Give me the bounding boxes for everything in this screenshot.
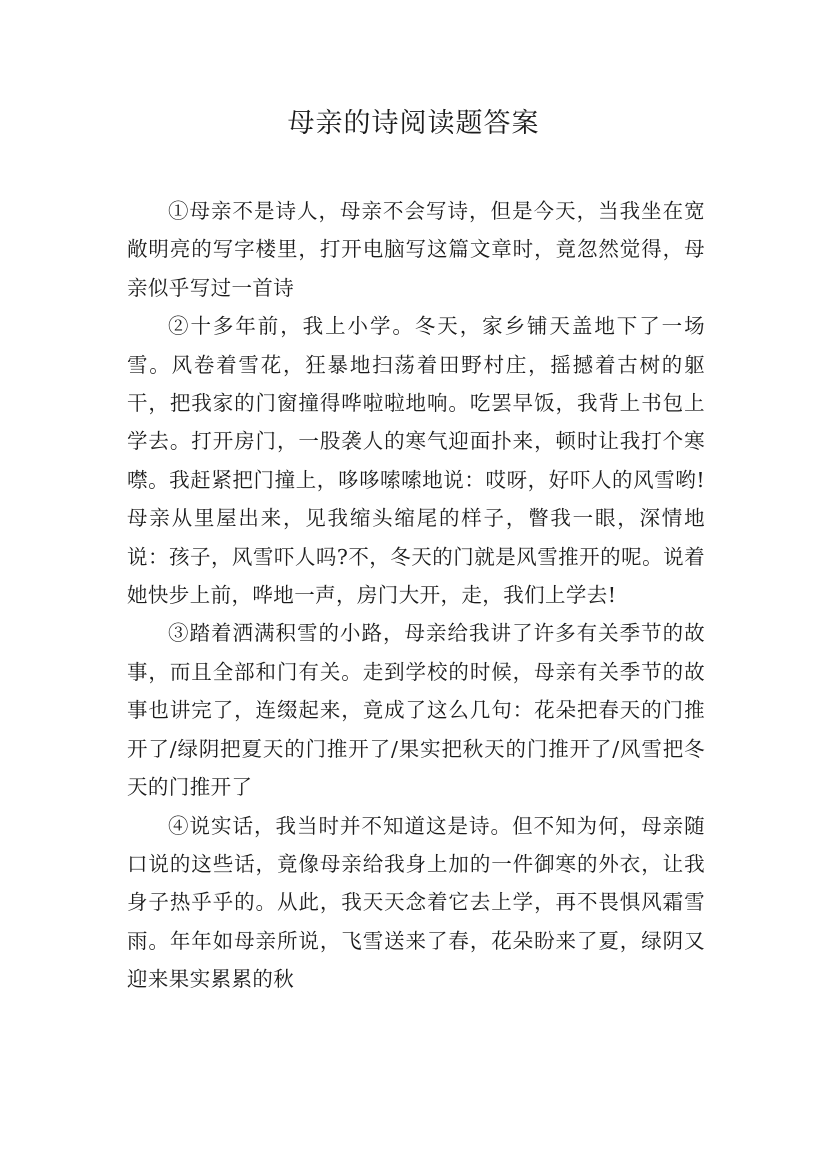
paragraph-1: ①母亲不是诗人，母亲不会写诗，但是今天，当我坐在宽敞明亮的写字楼里，打开电脑写这篇文章时，竟忽然觉得，母亲似乎写过一首诗 [127, 199, 705, 300]
paragraph-3: ③踏着洒满积雪的小路，母亲给我讲了许多有关季节的故事，而且全部和门有关。走到学校的时候，母亲有关季节的故事也讲完了，连缀起来，竟成了这么几句：花朵把春天的门推开了/绿阴把夏天的门推开了/果实把秋天的门推开了/风雪把冬天的门推开了 [127, 621, 705, 800]
paragraph-2: ②十多年前，我上小学。冬天，家乡铺天盖地下了一场雪。风卷着雪花，狂暴地扫荡着田野村庄，摇撼着古树的躯干，把我家的门窗撞得哗啦啦地响。吃罢早饭，我背上书包上学去。打开房门，一股袭人的寒气迎面扑来，顿时让我打个寒噤。我赶紧把门撞上，哆哆嗦嗦地说：哎呀，好吓人的风雪哟!母亲从里屋出来，见我缩头缩尾的样子，瞥我一眼，深情地说：孩子，风雪吓人吗?不，冬天的门就是风雪推开的呢。说着她快步上前，哗地一声，房门大开，走，我们上学去! [127, 314, 705, 608]
document-body [127, 192, 705, 999]
paragraph-4: ④说实话，我当时并不知道这是诗。但不知为何，母亲随口说的这些话，竟像母亲给我身上加的一件御寒的外衣，让我身子热乎乎的。从此，我天天念着它去上学，再不畏惧风霜雪雨。年年如母亲所说，飞雪送来了春，花朵盼来了夏，绿阴又迎来果实累累的秋 [127, 813, 705, 992]
document-title: 母亲的诗阅读题答案 [287, 108, 540, 139]
